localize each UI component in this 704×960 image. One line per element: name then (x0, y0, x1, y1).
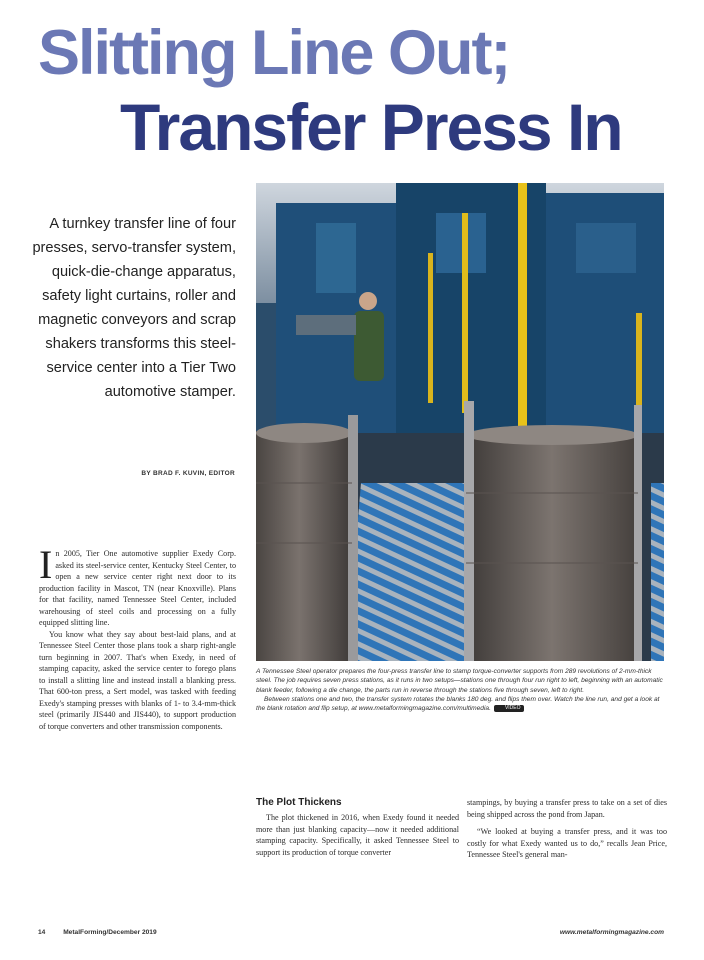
body-paragraph-1-text: n 2005, Tier One automotive supplier Exedy Corp. asked its steel-service center, Kentucky Steel Center, to open a new service center right next door to its production facility in Mascot, TN (near Knoxville). Plans for that facility, named Tennessee Steel Center, included warehousing of steel coils and processing on a fully equipped slitting line. (39, 549, 236, 627)
byline: BY BRAD F. KUVIN, EDITOR (141, 470, 235, 477)
article-deck: A turnkey transfer line of four presses, servo-transfer system, quick-die-change apparatus, safety light curtains, roller and magnetic conveyors and scrap shakers transforms this steel-service center into a Tier Two automotive stamper. (32, 216, 236, 400)
body-column-3 (467, 797, 667, 908)
press-line-illustration (256, 183, 664, 661)
body-column-1 (39, 548, 236, 908)
caption-paragraph-2 (256, 695, 668, 714)
body-paragraph-5: “We looked at buying a transfer press, and it was too costly for what Exedy wanted us to do,” recalls Jean Price, Tennessee Steel's general man- (467, 827, 667, 859)
body-paragraph-2: You know what they say about best-laid plans, and at Tennessee Steel Center those plans took a sharp right-angle turn beginning in 2007. That's when Exedy, in need of stamping capacity, asked the service center to forego plans to install a slitting line and instead install a blanking press. That 600-ton press, a Sert model, was tasked with feeding Exedy's stamping presses with blanks of 1- to 3.4-mm-thick steel (primarily JIS440 and JIS440), to support production of torque converters and other transmission components. (39, 629, 236, 731)
body-paragraph-1 (39, 548, 236, 629)
caption-paragraph-2-text: Between stations one and two, the transfer system rotates the blanks 180 deg. and flips them over. Watch the line run, and get a look at the blank rotation and flip setup, at www.metalformingmagazine.com/multimedia. (256, 695, 660, 713)
magazine-issue: MetalForming/December 2019 (63, 929, 157, 936)
photo-caption (256, 667, 668, 713)
drop-cap: I (39, 548, 53, 587)
caption-paragraph-1: A Tennessee Steel operator prepares the four-press transfer line to stamp torque-converter supports from 289 revolutions of 2-mm-thick steel. The job requires seven press stations, as it runs in two setups—stations one through four run right to left, beginning with an automatic blank feeder, following a die change, the parts run in reverse through the stations five through seven, left to right. (256, 668, 663, 694)
headline-line-2: Transfer Press In (120, 90, 622, 164)
body-paragraph-3: The plot thickened in 2016, when Exedy found it needed more than just blanking capacity—now it needed additional stamping capacity. Specifically, it asked Tennessee Steel to support its production of torque converter (256, 813, 459, 857)
headline-line-1: Slitting Line Out; (38, 18, 510, 88)
section-subhead: The Plot Thickens (256, 797, 342, 808)
body-column-2 (256, 812, 459, 908)
press-line-photo (256, 183, 664, 661)
video-badge[interactable]: VIDEO (494, 705, 524, 712)
body-paragraph-4: stampings, by buying a transfer press to take on a set of dies being shipped across the pond from Japan. (467, 798, 667, 819)
footer-left (38, 929, 157, 941)
footer-url[interactable]: www.metalformingmagazine.com (559, 929, 664, 936)
page-number: 14 (38, 929, 46, 936)
